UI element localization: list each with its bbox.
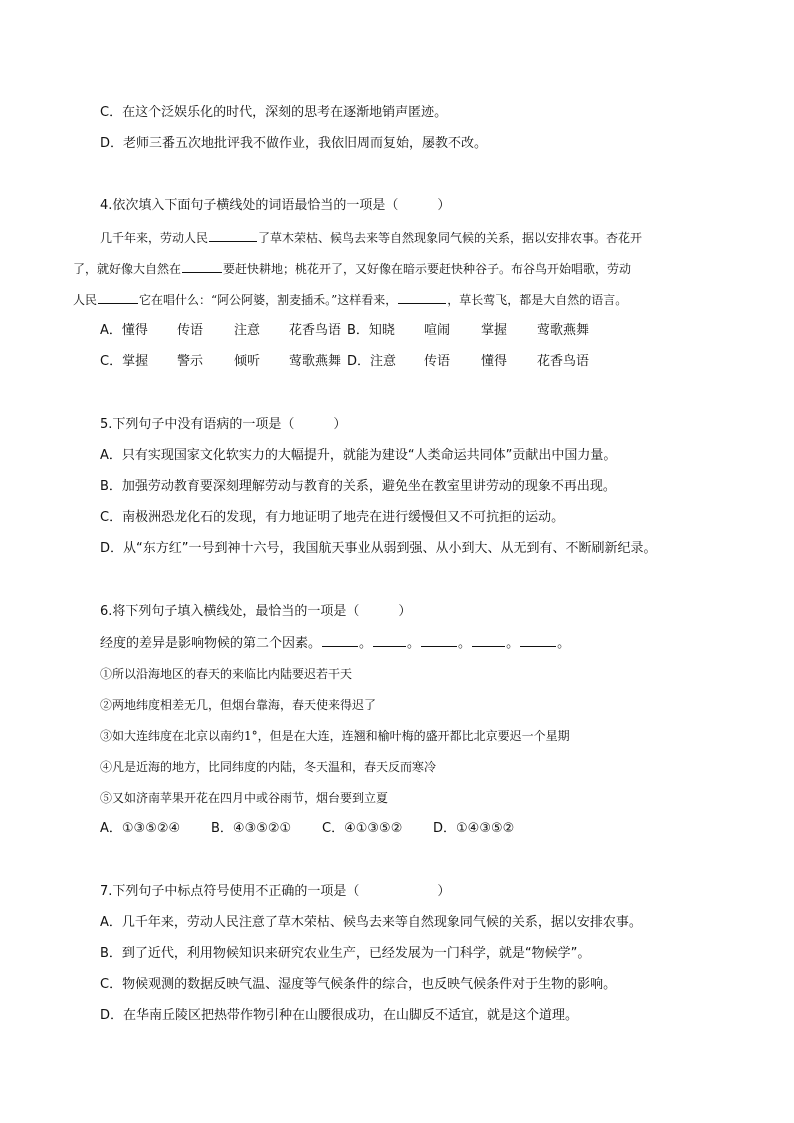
answer-blank — [472, 633, 505, 647]
q4-option-a-word-3: 注意 — [234, 323, 261, 338]
q4-option-a-word-2: 传语 — [177, 323, 204, 338]
q4-text: ，草长莺飞，都是大自然的语言。 — [447, 293, 628, 307]
q6-sentence-2: ②两地纬度相差无几，但烟台靠海，春天使来得迟了 — [100, 698, 377, 712]
q4-option-a-word-4: 花香鸟语 — [289, 323, 342, 338]
q3-option-d: D．老师三番五次地批评我不做作业，我依旧周而复始，屡教不改。 — [100, 136, 488, 151]
q3-option-c: C．在这个泛娱乐化的时代，深刻的思考在逐渐地销声匿迹。 — [100, 105, 448, 120]
q4-option-b-word-3: 掌握 — [481, 323, 508, 338]
answer-blank — [98, 290, 138, 304]
q5-option-a: A．只有实现国家文化软实力的大幅提升，就能为建设“人类命运共同体”贡献出中国力量。 — [100, 448, 617, 463]
q7-option-c: C．物候观测的数据反映气温、湿度等气候条件的综合，也反映气候条件对于生物的影响。 — [100, 977, 617, 992]
answer-blank — [322, 633, 358, 647]
q4-option-c-word-1: C．掌握 — [100, 354, 149, 369]
q6-sentence-5: ⑤又如济南苹果开花在四月中或谷雨节，烟台要到立夏 — [100, 791, 389, 805]
q5-stem: 5.下列句子中没有语病的一项是（ ） — [100, 417, 347, 432]
q6-sentence-1: ①所以沿海地区的春天的来临比内陆要迟若干天 — [100, 667, 353, 681]
q6-sentence-4: ④凡是近海的地方，比同纬度的内陆，冬天温和，春天反而寒冷 — [100, 760, 437, 774]
q7-stem: 7.下列句子中标点符号使用不正确的一项是（ ） — [100, 884, 451, 899]
q4-option-c-word-4: 莺歌燕舞 — [289, 354, 342, 369]
q4-option-d-word-2: 传语 — [424, 354, 451, 369]
q5-option-c: C．南极洲恐龙化石的发现，有力地证明了地壳在进行缓慢但又不可抗拒的运动。 — [100, 510, 565, 525]
answer-blank — [373, 633, 406, 647]
q4-text: 它在唱什么：“阿公阿婆，割麦插禾。”这样看来， — [139, 293, 398, 307]
q6-lead-text: 经度的差异是影响物候的第二个因素。 — [100, 636, 322, 651]
q5-option-b: B．加强劳动教育要深刻理解劳动与教育的关系，避免坐在教室里讲劳动的现象不再出现。 — [100, 479, 616, 494]
answer-blank — [209, 228, 257, 242]
q4-text: 几千年来，劳动人民 — [100, 231, 209, 245]
answer-blank — [398, 290, 446, 304]
q7-option-d: D．在华南丘陵区把热带作物引种在山腰很成功，在山脚反不适宜，就是这个道理。 — [100, 1008, 579, 1023]
q4-options-ab — [100, 321, 589, 341]
q6-options — [100, 819, 514, 839]
q4-text: 了草木荣枯、候鸟去来等自然现象同气候的关系，据以安排农事。杏花开 — [258, 231, 643, 245]
q6-lead: 经度的差异是影响物候的第二个因素。 。 。 。 。 。 — [100, 633, 570, 654]
q7-option-b: B．到了近代，利用物候知识来研究农业生产，已经发展为一门科学，就是“物候学”。 — [100, 946, 591, 961]
q6-sentence-3: ③如大连纬度在北京以南约1°，但是在大连，连翘和榆叶梅的盛开都比北京要迟一个星期 — [100, 729, 570, 743]
q4-passage-line-3 — [73, 290, 627, 310]
q4-option-d-word-1: D．注意 — [347, 354, 397, 369]
q4-text: 人民 — [73, 293, 98, 307]
q5-option-d: D．从“东方红”一号到神十六号，我国航天事业从弱到强、从小到大、从无到有、不断刷新纪录。 — [100, 541, 657, 556]
q6-option-b: B．④③⑤②① — [211, 821, 292, 836]
q4-option-d-word-4: 花香鸟语 — [537, 354, 590, 369]
q6-option-a: A．①③⑤②④ — [100, 821, 181, 836]
answer-blank — [182, 259, 222, 273]
q4-option-a-word-1: A．懂得 — [100, 323, 148, 338]
q6-option-d: D．①④③⑤② — [433, 821, 515, 836]
q4-option-b-word-4: 莺歌燕舞 — [537, 323, 590, 338]
q4-option-d-word-3: 懂得 — [481, 354, 508, 369]
q4-option-b-word-1: B．知晓 — [347, 323, 395, 338]
q4-passage-line-2 — [73, 259, 631, 279]
q4-text: 要赶快耕地；桃花开了，又好像在暗示要赶快种谷子。布谷鸟开始唱歌，劳动 — [223, 262, 632, 276]
answer-blank — [520, 633, 556, 647]
q6-option-c: C．④①③⑤② — [322, 821, 403, 836]
q4-option-b-word-2: 喧闹 — [424, 323, 451, 338]
q4-stem: 4.依次填入下面句子横线处的词语最恰当的一项是（ ） — [100, 198, 451, 213]
q6-stem: 6.将下列句子填入横线处，最恰当的一项是（ ） — [100, 604, 412, 619]
q4-option-c-word-3: 倾听 — [234, 354, 261, 369]
q4-options-cd — [100, 352, 589, 372]
q7-option-a: A．几千年来，劳动人民注意了草木荣枯、候鸟去来等自然现象同气候的关系，据以安排农事。 — [100, 915, 642, 930]
q4-text: 了，就好像大自然在 — [73, 262, 182, 276]
q4-passage-line-1 — [100, 228, 642, 248]
q4-option-c-word-2: 警示 — [177, 354, 204, 369]
answer-blank — [421, 633, 457, 647]
